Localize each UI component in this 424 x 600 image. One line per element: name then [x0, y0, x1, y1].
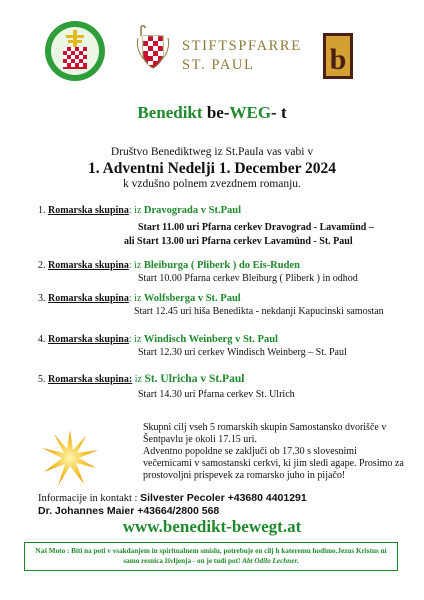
group-destination: Bleiburga ( Pliberk ) do Eis-Ruden	[143, 260, 300, 271]
event-date: 1. Adventni Nedelji 1. December 2024	[87, 160, 337, 177]
title-part3: WEG	[229, 103, 272, 122]
group-name: Romarska skupina	[48, 334, 129, 345]
group-number: 5.	[38, 374, 46, 385]
group-sep: : iz	[128, 205, 144, 216]
benedikt-weg-logo	[44, 20, 106, 82]
group-1-start-2: ali Start 13.00 uri Pfarna cerkev Lavamünd - St. Paul	[124, 236, 353, 247]
group-destination: Dravograda v St.Paul	[143, 205, 241, 216]
contact-line-1	[38, 492, 307, 504]
contact-person-1: Silvester Pecoler +43680 4401291	[140, 492, 307, 504]
group-name: Romarska skupina:	[48, 374, 133, 385]
title-part1: Benedikt	[137, 103, 203, 122]
contact-label: Informacije in kontakt :	[38, 493, 141, 504]
group-1-start-1: Start 11.00 uri Pfarna cerkev Dravograd - Lavamünd –	[138, 222, 374, 233]
stiftspfarre-crest-icon	[133, 24, 173, 72]
parish-name-line2: ST. PAUL	[182, 57, 255, 73]
intro-line1: Društvo Benediktweg iz St.Paula vas vabi v	[110, 146, 314, 158]
group-number: 2.	[38, 260, 46, 271]
group-5-start: Start 14.30 uri Pfarna cerkev St. Ulrich	[138, 389, 295, 400]
group-name: Romarska skupina	[48, 205, 129, 216]
motto-box	[24, 542, 398, 571]
logo-letter: b	[329, 43, 347, 76]
note-paragraph-1: Skupni cilj vseh 5 romarskih skupin Samostansko dvorišče v Šentpavlu je okoli 17.15 uri.	[143, 422, 387, 445]
motto-text: Naš Moto : Biti na poti v vsakdanjem in spiritualnem smislu, potrebuje en cilj h kateremu hodimo.Jezus Kristus ni samo resnica življenja - on je tudi pot!	[35, 547, 387, 565]
group-3	[38, 292, 241, 306]
group-sep: : iz	[128, 260, 144, 271]
group-number: 4.	[38, 334, 46, 345]
group-2	[38, 259, 300, 273]
group-destination: St. Ulricha v St.Paul	[144, 373, 245, 385]
website-link[interactable]: www.benedikt-bewegt.at	[122, 517, 302, 536]
parish-name-line1: STIFTSPFARRE	[182, 38, 302, 54]
title-part4: - t	[271, 103, 287, 122]
title-part2: be-	[206, 103, 230, 122]
group-5	[38, 372, 244, 387]
group-destination: Wolfsberga v St. Paul	[143, 293, 241, 304]
group-name: Romarska skupina	[48, 293, 129, 304]
group-sep: : iz	[128, 293, 144, 304]
group-4-start: Start 12.30 uri cerkev Windisch Weinberg – St. Paul	[138, 347, 347, 358]
info-note	[143, 422, 405, 482]
note-paragraph-2: Adventno popoldne se zaključi ob 17.30 s slovesnimi večernicami v samostanski cerkvi, ki jim sledi agape. Prosimo za prostovoljni prispevek za romarsko juho in pijačo!	[143, 446, 404, 481]
group-3-start: Start 12.45 uri hiša Benedikta - nekdanji Kapucinski samostan	[134, 306, 384, 317]
group-sep: : iz	[128, 334, 144, 345]
parish-name	[182, 37, 302, 75]
group-sep: iz	[132, 374, 145, 385]
group-number: 3.	[38, 293, 46, 304]
group-destination: Windisch Weinberg v St. Paul	[143, 334, 278, 345]
group-1	[38, 204, 241, 218]
benedikt-b-logo	[323, 33, 353, 79]
page-title	[0, 103, 424, 123]
group-name: Romarska skupina	[48, 260, 129, 271]
group-4	[38, 333, 278, 347]
star-icon	[40, 428, 100, 488]
group-number: 1.	[38, 205, 46, 216]
intro-line3: k vzdušno polnem zvezdnem romanju.	[123, 178, 301, 190]
contact-person-2: Dr. Johannes Maier +43664/2800 568	[38, 505, 220, 517]
motto-author: Abt Odilo Lechner.	[242, 557, 299, 565]
group-2-start: Start 10.00 Pfarna cerkev Bleiburg ( Pliberk ) in odhod	[138, 273, 358, 284]
